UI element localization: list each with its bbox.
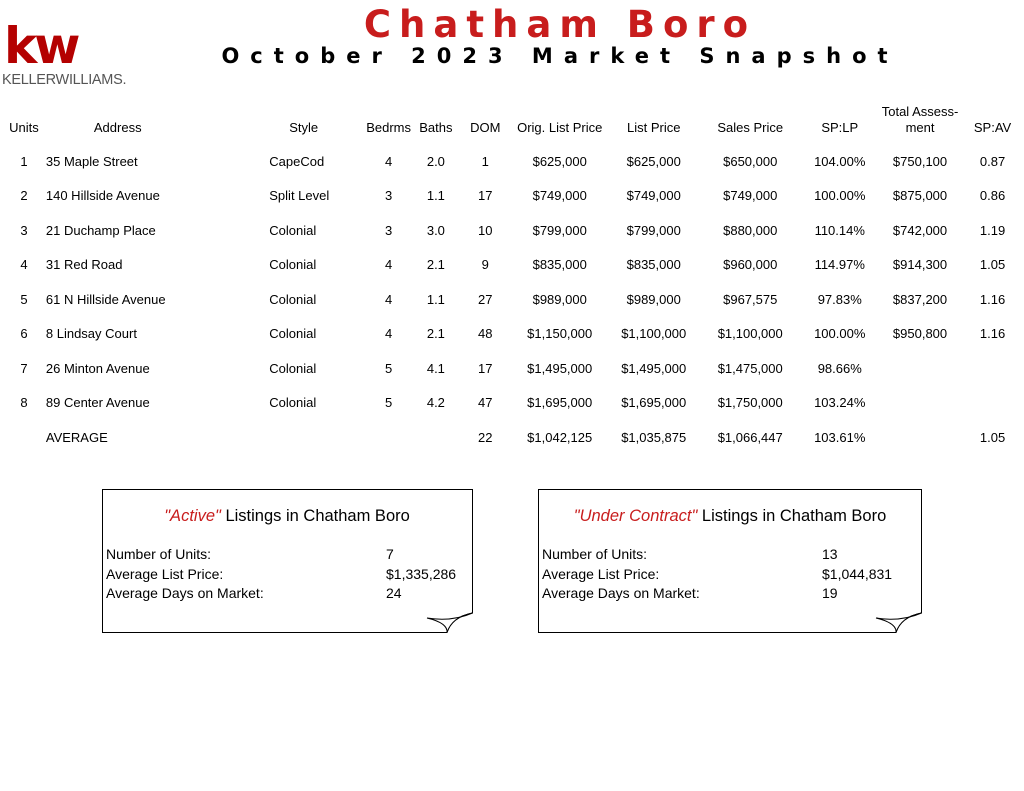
col-header-orig-list-price: Orig. List Price — [517, 120, 603, 135]
average-dom: 22 — [478, 429, 493, 445]
active-avg-list-price-label: Average List Price: — [106, 565, 224, 582]
cell-baths: 2.1 — [426, 257, 445, 273]
cell-style: Colonial — [269, 222, 317, 238]
cell-style: Colonial — [269, 360, 317, 376]
cell-baths: 4.2 — [426, 395, 445, 411]
cell-list-price: $1,695,000 — [621, 395, 687, 411]
col-header-sp-lp: SP:LP — [821, 120, 859, 135]
cell-bedrooms: 3 — [384, 188, 393, 204]
cell-sp-lp: 97.83% — [817, 291, 862, 307]
cell-dom: 47 — [478, 395, 493, 411]
uc-avg-dom-label: Average Days on Market: — [542, 585, 700, 601]
kw-logo-mark: kw — [4, 17, 78, 75]
cell-baths: 2.1 — [426, 326, 445, 342]
active-title-highlight: "Active" — [164, 507, 221, 525]
col-header-sp-av: SP:AV — [973, 120, 1012, 135]
cell-total-assessment: $750,100 — [892, 153, 948, 169]
col-header-sales-price: Sales Price — [717, 120, 784, 135]
cell-total-assessment: $742,000 — [892, 222, 948, 238]
keller-williams-logo — [2, 17, 152, 88]
cell-list-price: $749,000 — [626, 188, 681, 204]
cell-sp-lp: 98.66% — [817, 360, 862, 376]
cell-orig-list-price: $1,695,000 — [527, 395, 593, 411]
cell-unit-number: 6 — [20, 326, 28, 342]
average-sp-av: 1.05 — [979, 429, 1006, 445]
cell-style: Split Level — [269, 188, 330, 204]
cell-sp-lp: 110.14% — [814, 222, 865, 238]
cell-sp-lp: 100.00% — [814, 188, 866, 204]
page-subtitle: October 2023 Market Snapshot — [221, 44, 899, 68]
cell-sp-av: 0.86 — [979, 188, 1006, 204]
cell-dom: 1 — [481, 153, 489, 169]
cell-bedrooms: 5 — [384, 360, 393, 376]
cell-sales-price: $960,000 — [723, 257, 778, 273]
cell-style: Colonial — [269, 257, 317, 273]
cell-address: 31 Red Road — [45, 257, 123, 273]
uc-avg-list-price-row — [542, 565, 902, 585]
cell-sales-price: $967,575 — [723, 291, 778, 307]
cell-unit-number: 4 — [20, 257, 28, 273]
cell-baths: 1.1 — [426, 188, 445, 204]
under-contract-title — [538, 507, 922, 526]
active-listings-stats — [106, 545, 466, 604]
cell-sp-av: 0.87 — [979, 153, 1006, 169]
cell-list-price: $1,495,000 — [621, 360, 687, 376]
under-contract-title-highlight: "Under Contract" — [573, 507, 698, 525]
cell-orig-list-price: $1,495,000 — [527, 360, 593, 376]
cell-unit-number: 1 — [20, 153, 28, 169]
cell-bedrooms: 3 — [384, 222, 393, 238]
cell-address: 61 N Hillside Avenue — [45, 291, 166, 307]
cell-dom: 9 — [481, 257, 489, 273]
uc-avg-list-price-label: Average List Price: — [542, 565, 660, 582]
cell-list-price: $835,000 — [626, 257, 681, 273]
under-contract-stats — [542, 545, 902, 604]
cell-baths: 3.0 — [426, 222, 445, 238]
table-row — [4, 179, 1024, 214]
cell-bedrooms: 4 — [384, 291, 393, 307]
cell-sp-lp: 103.24% — [814, 395, 866, 411]
average-orig-list-price: $1,042,125 — [527, 429, 593, 445]
cell-unit-number: 5 — [20, 291, 28, 307]
col-header-style: Style — [289, 120, 319, 135]
cell-sales-price: $880,000 — [723, 222, 778, 238]
active-avg-list-price-row — [106, 565, 466, 585]
cell-baths: 4.1 — [426, 360, 445, 376]
cell-sp-lp: 100.00% — [814, 326, 866, 342]
cell-orig-list-price: $989,000 — [532, 291, 587, 307]
average-list-price: $1,035,875 — [621, 429, 687, 445]
cell-dom: 17 — [478, 360, 493, 376]
cell-bedrooms: 4 — [384, 153, 393, 169]
cell-address: 8 Lindsay Court — [45, 326, 137, 342]
cell-total-assessment: $875,000 — [892, 188, 948, 204]
table-row — [4, 282, 1024, 317]
cell-style: CapeCod — [269, 153, 325, 169]
uc-avg-list-price-value: $1,044,831 — [822, 565, 893, 582]
cell-orig-list-price: $835,000 — [532, 257, 587, 273]
cell-sales-price: $1,750,000 — [717, 395, 783, 411]
cell-address: 21 Duchamp Place — [45, 222, 156, 238]
table-header-row — [4, 92, 1024, 144]
cell-address: 26 Minton Avenue — [45, 360, 150, 376]
cell-style: Colonial — [269, 395, 317, 411]
cell-total-assessment — [879, 386, 961, 421]
cell-orig-list-price: $625,000 — [532, 153, 587, 169]
active-listings-note — [102, 489, 472, 632]
cell-baths: 2.0 — [426, 153, 445, 169]
cell-sales-price: $650,000 — [723, 153, 778, 169]
cell-address: 35 Maple Street — [45, 153, 138, 169]
cell-unit-number: 3 — [20, 222, 28, 238]
cell-baths: 1.1 — [426, 291, 445, 307]
cell-total-assessment: $950,800 — [892, 326, 948, 342]
average-sp-lp: 103.61% — [814, 429, 866, 445]
page-title: Chatham Boro — [363, 3, 757, 46]
cell-total-assessment — [879, 351, 961, 386]
cell-sp-av: 1.19 — [979, 222, 1006, 238]
cell-list-price: $625,000 — [626, 153, 681, 169]
active-avg-dom-row — [106, 584, 466, 604]
col-header-bedrooms: Bedrms — [366, 120, 411, 135]
cell-total-assessment: $837,200 — [892, 291, 948, 307]
active-avg-list-price-value: $1,335,286 — [386, 565, 457, 582]
cell-unit-number: 2 — [20, 188, 28, 204]
under-contract-listings-note — [538, 489, 922, 632]
active-avg-dom-value: 24 — [386, 585, 402, 601]
cell-bedrooms: 4 — [384, 257, 393, 273]
table-row — [4, 317, 1024, 352]
cell-list-price: $1,100,000 — [621, 326, 687, 342]
cell-orig-list-price: $749,000 — [532, 188, 587, 204]
cell-sales-price: $1,475,000 — [717, 360, 783, 376]
cell-dom: 27 — [478, 291, 493, 307]
cell-sp-av: 1.05 — [979, 257, 1006, 273]
cell-sp-av: 1.16 — [979, 291, 1006, 307]
cell-address: 89 Center Avenue — [45, 395, 150, 411]
cell-bedrooms: 4 — [384, 326, 393, 342]
table-body — [4, 144, 1024, 420]
under-contract-title-rest: Listings in Chatham Boro — [697, 507, 887, 525]
cell-dom: 17 — [478, 188, 493, 204]
col-header-baths: Baths — [419, 120, 453, 135]
cell-sp-av: 1.16 — [979, 326, 1006, 342]
uc-units-value: 13 — [822, 546, 838, 562]
col-header-list-price: List Price — [626, 120, 681, 135]
active-units-row — [106, 545, 466, 565]
table-row — [4, 351, 1024, 386]
cell-list-price: $799,000 — [626, 222, 681, 238]
cell-total-assessment: $914,300 — [892, 257, 948, 273]
sales-table — [4, 92, 1024, 455]
table-row — [4, 213, 1024, 248]
active-listings-title — [102, 507, 472, 526]
cell-sp-av — [961, 386, 1024, 421]
table-row — [4, 386, 1024, 421]
uc-units-label: Number of Units: — [542, 546, 648, 562]
col-header-dom: DOM — [470, 120, 501, 135]
cell-sp-av — [961, 351, 1024, 386]
cell-list-price: $989,000 — [626, 291, 681, 307]
uc-avg-dom-row — [542, 584, 902, 604]
col-header-address: Address — [93, 120, 142, 135]
col-header-total-assessment: Total Assess- ment — [881, 104, 959, 135]
cell-address: 140 Hillside Avenue — [45, 188, 160, 204]
cell-unit-number: 8 — [20, 395, 28, 411]
cell-unit-number: 7 — [20, 360, 28, 376]
col-header-units: Units — [9, 120, 39, 135]
cell-orig-list-price: $799,000 — [532, 222, 587, 238]
table-row — [4, 144, 1024, 179]
cell-orig-list-price: $1,150,000 — [527, 326, 593, 342]
cell-sales-price: $1,100,000 — [717, 326, 783, 342]
average-sales-price: $1,066,447 — [717, 429, 783, 445]
uc-avg-dom-value: 19 — [822, 585, 838, 601]
cell-dom: 10 — [478, 222, 493, 238]
active-avg-dom-label: Average Days on Market: — [106, 585, 264, 601]
cell-style: Colonial — [269, 326, 317, 342]
cell-dom: 48 — [478, 326, 493, 342]
uc-units-row — [542, 545, 902, 565]
cell-bedrooms: 5 — [384, 395, 393, 411]
active-title-rest: Listings in Chatham Boro — [220, 507, 410, 525]
cell-sales-price: $749,000 — [723, 188, 778, 204]
average-label: AVERAGE — [45, 429, 108, 445]
table-row — [4, 248, 1024, 283]
active-units-label: Number of Units: — [106, 546, 212, 562]
keller-williams-wordmark: KELLERWILLIAMS. — [2, 72, 127, 88]
cell-style: Colonial — [269, 291, 317, 307]
active-units-value: 7 — [386, 546, 394, 562]
average-row — [4, 420, 1024, 455]
cell-sp-lp: 104.00% — [814, 153, 866, 169]
cell-sp-lp: 114.97% — [814, 257, 865, 273]
